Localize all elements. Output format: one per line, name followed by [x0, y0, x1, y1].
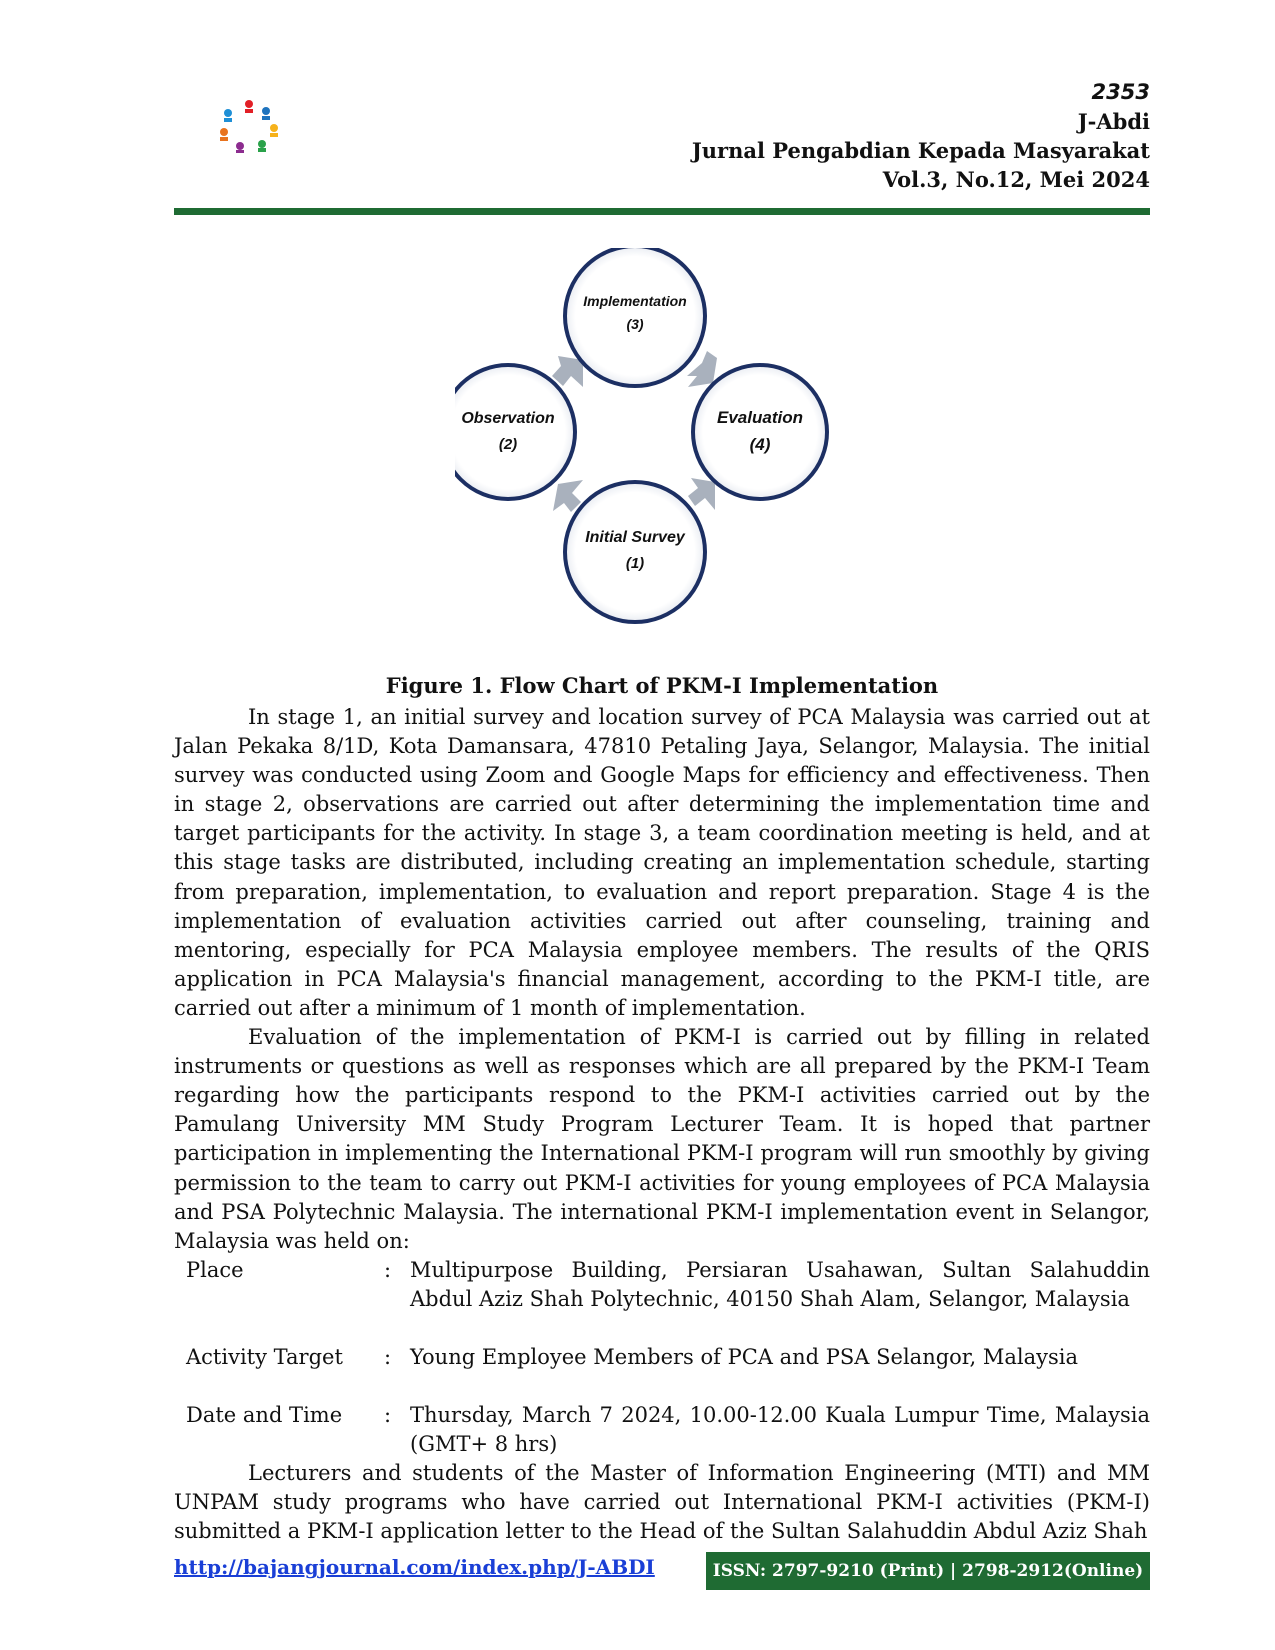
- paragraph-evaluation: Evaluation of the implementation of PKM-I is carried out by filling in related instruments or questions as well as responses which are all prepared by the PKM-I Team regarding how the participants respond to the PKM-I activities carried out by the Pamulang University MM Study Program Lecturer Team. It is hoped that partner participation in implementing the International PKM-I program will run smoothly by giving permission to the team to carry out PKM-I activities for young employees of PCA Malaysia and PSA Polytechnic Malaysia. The international PKM-I implementation event in Selangor, Malaysia was held on:: [174, 1025, 1150, 1253]
- body-text: [174, 703, 1150, 1547]
- node-implementation-label: Implementation: [583, 293, 687, 309]
- node-evaluation: [693, 365, 827, 499]
- node-implementation-number: (3): [626, 316, 644, 332]
- event-detail-colon: :: [384, 1257, 392, 1282]
- node-evaluation-label: Evaluation: [717, 408, 803, 427]
- event-details-table: [174, 1256, 1150, 1459]
- event-detail-colon: :: [384, 1403, 392, 1428]
- paragraph-stages: In stage 1, an initial survey and location survey of PCA Malaysia was carried out at Jalan Pekaka 8/1D, Kota Damansara, 47810 Petaling Jaya, Selangor, Malaysia. The initial survey was conducted using Zoom and Google Maps for efficiency and effectiveness. Then in stage 2, observations are carried out after determining the implementation time and target participants for the activity. In stage 3, a team coordination meeting is held, and at this stage tasks are distributed, including creating an implementation schedule, starting from preparation, implementation, to evaluation and report preparation. Stage 4 is the implementation of evaluation activities carried out after counseling, training and mentoring, especially for PCA Malaysia employee members. The results of the QRIS application in PCA Malaysia's financial management, according to the PKM-I title, are carried out after a minimum of 1 month of implementation.: [174, 705, 1150, 1020]
- event-detail-key: Place: [186, 1257, 244, 1282]
- event-detail-value: Thursday, March 7 2024, 10.00-12.00 Kuala Lumpur Time, Malaysia (GMT+ 8 hrs): [410, 1403, 1150, 1457]
- journal-logo: [216, 98, 282, 154]
- event-detail-value: Multipurpose Building, Persiaran Usahawan, Sultan Salahuddin Abdul Aziz Shah Polytechnic, 40150 Shah Alam, Selangor, Malaysia: [410, 1257, 1150, 1311]
- people-circle-logo-icon: [220, 100, 278, 153]
- flow-chart: [455, 248, 875, 654]
- node-observation: [455, 365, 575, 499]
- event-detail-row: [174, 1401, 1150, 1459]
- event-detail-key: Date and Time: [186, 1403, 343, 1428]
- journal-header: [692, 78, 1150, 194]
- node-observation-number: (2): [498, 436, 518, 453]
- header-divider: [174, 208, 1150, 215]
- arrow-initial-survey-to-observation-icon: [553, 480, 583, 512]
- figure-caption: Figure 1. Flow Chart of PKM-I Implementation: [385, 673, 939, 698]
- node-initial-survey-number: (1): [625, 555, 645, 572]
- journal-volume: Vol.3, No.12, Mei 2024: [882, 167, 1150, 192]
- node-initial-survey-label: Initial Survey: [585, 529, 685, 546]
- issn-banner: ISSN: 2797-9210 (Print) | 2798-2912(Online): [706, 1552, 1150, 1590]
- event-detail-row: [174, 1256, 1150, 1343]
- event-detail-colon: :: [384, 1344, 392, 1369]
- node-initial-survey: [565, 482, 705, 622]
- event-detail-row: [174, 1343, 1150, 1401]
- journal-short-name: J-Abdi: [1077, 109, 1150, 134]
- arrow-evaluation-to-initial-survey-icon: [688, 478, 715, 510]
- arrow-observation-to-implementation-icon: [552, 356, 583, 387]
- event-detail-key: Activity Target: [186, 1344, 343, 1369]
- journal-full-name: Jurnal Pengabdian Kepada Masyarakat: [691, 138, 1150, 163]
- journal-url-link[interactable]: http://bajangjournal.com/index.php/J-ABDI: [174, 1555, 655, 1579]
- page-number: 2353: [1091, 80, 1150, 104]
- event-detail-value: Young Employee Members of PCA and PSA Selangor, Malaysia: [410, 1344, 1079, 1369]
- node-evaluation-number: (4): [749, 435, 771, 454]
- node-observation-label: Observation: [461, 410, 555, 427]
- paragraph-closing: Lecturers and students of the Master of Information Engineering (MTI) and MM UNPAM study programs who have carried out International PKM-I activities (PKM-I) submitted a PKM-I application letter to the Head of the Sultan Salahuddin Abdul Aziz Shah: [174, 1461, 1150, 1544]
